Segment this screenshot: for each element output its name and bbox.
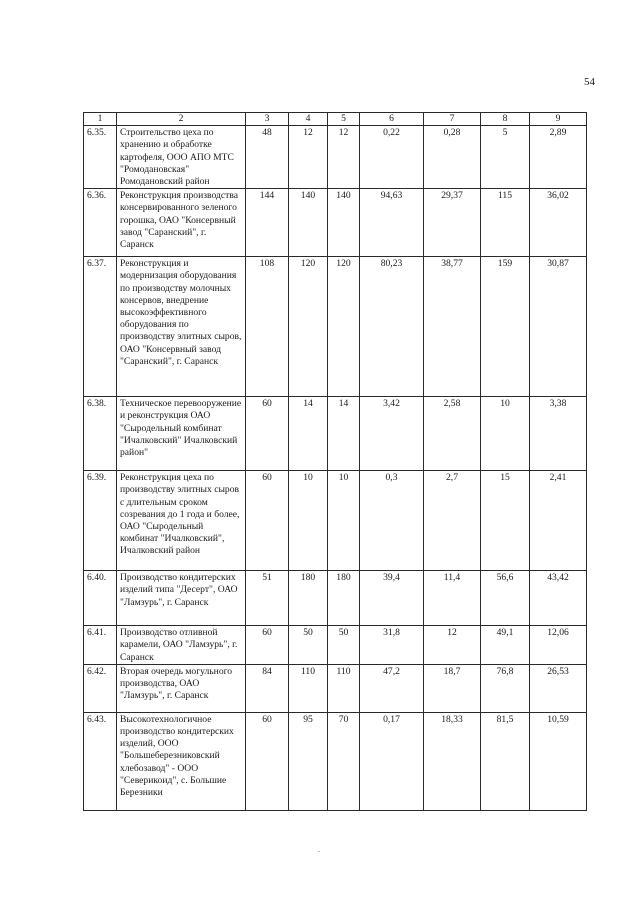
cell-col-3: 60 bbox=[246, 397, 289, 471]
cell-col-3: 108 bbox=[246, 257, 289, 397]
cell-col-8: 5 bbox=[481, 126, 530, 189]
cell-col-7: 0,28 bbox=[424, 126, 481, 189]
table-header-row bbox=[84, 113, 587, 126]
cell-col-7: 12 bbox=[424, 626, 481, 665]
cell-col-3: 60 bbox=[246, 626, 289, 665]
cell-col-9: 30,87 bbox=[530, 257, 587, 397]
cell-col-4: 14 bbox=[289, 397, 328, 471]
cell-col-7: 18,33 bbox=[424, 712, 481, 810]
cell-col-4: 110 bbox=[289, 664, 328, 712]
column-header: 8 bbox=[481, 113, 530, 126]
cell-col-4: 10 bbox=[289, 471, 328, 571]
cell-col-4: 95 bbox=[289, 712, 328, 810]
row-number: 6.41. bbox=[84, 626, 117, 665]
cell-col-7: 38,77 bbox=[424, 257, 481, 397]
cell-col-6: 39,4 bbox=[360, 571, 424, 626]
cell-col-5: 50 bbox=[328, 626, 360, 665]
cell-col-3: 60 bbox=[246, 471, 289, 571]
cell-col-8: 159 bbox=[481, 257, 530, 397]
row-number: 6.40. bbox=[84, 571, 117, 626]
cell-col-5: 140 bbox=[328, 189, 360, 257]
cell-col-5: 120 bbox=[328, 257, 360, 397]
table-row bbox=[84, 664, 587, 712]
cell-col-4: 140 bbox=[289, 189, 328, 257]
cell-col-6: 31,8 bbox=[360, 626, 424, 665]
cell-col-5: 110 bbox=[328, 664, 360, 712]
project-description: Высокотехнологичное производство кондитерских изделий, ООО "Большеберезниковский хлебозавод" - ООО "Северикоид", с. Большие Березники bbox=[117, 712, 246, 810]
cell-col-3: 60 bbox=[246, 712, 289, 810]
row-number: 6.37. bbox=[84, 257, 117, 397]
cell-col-7: 29,37 bbox=[424, 189, 481, 257]
column-header: 2 bbox=[117, 113, 246, 126]
cell-col-7: 18,7 bbox=[424, 664, 481, 712]
cell-col-5: 14 bbox=[328, 397, 360, 471]
cell-col-6: 0,3 bbox=[360, 471, 424, 571]
column-header: 5 bbox=[328, 113, 360, 126]
cell-col-9: 2,41 bbox=[530, 471, 587, 571]
row-number: 6.42. bbox=[84, 664, 117, 712]
cell-col-4: 50 bbox=[289, 626, 328, 665]
table-row bbox=[84, 571, 587, 626]
cell-col-3: 144 bbox=[246, 189, 289, 257]
cell-col-5: 70 bbox=[328, 712, 360, 810]
project-description: Производство отливной карамели, ОАО "Ламзурь", г. Саранск bbox=[117, 626, 246, 665]
cell-col-7: 11,4 bbox=[424, 571, 481, 626]
project-description: Строительство цеха по хранению и обработке картофеля, ООО АПО МТС "Ромодановская" Ромодановский район bbox=[117, 126, 246, 189]
cell-col-6: 80,23 bbox=[360, 257, 424, 397]
column-header: 7 bbox=[424, 113, 481, 126]
column-header: 3 bbox=[246, 113, 289, 126]
cell-col-6: 3,42 bbox=[360, 397, 424, 471]
column-header: 6 bbox=[360, 113, 424, 126]
cell-col-6: 47,2 bbox=[360, 664, 424, 712]
row-number: 6.39. bbox=[84, 471, 117, 571]
cell-col-5: 10 bbox=[328, 471, 360, 571]
table-row bbox=[84, 712, 587, 810]
cell-col-5: 12 bbox=[328, 126, 360, 189]
table-row bbox=[84, 626, 587, 665]
cell-col-6: 94,63 bbox=[360, 189, 424, 257]
column-header: 9 bbox=[530, 113, 587, 126]
project-description: Реконструкция производства консервированного зеленого горошка, ОАО "Консервный завод "Саранский", г. Саранск bbox=[117, 189, 246, 257]
cell-col-8: 10 bbox=[481, 397, 530, 471]
cell-col-8: 49,1 bbox=[481, 626, 530, 665]
cell-col-4: 12 bbox=[289, 126, 328, 189]
row-number: 6.43. bbox=[84, 712, 117, 810]
cell-col-7: 2,58 bbox=[424, 397, 481, 471]
cell-col-9: 3,38 bbox=[530, 397, 587, 471]
cell-col-9: 36,02 bbox=[530, 189, 587, 257]
project-description: Вторая очередь могульного производства, ОАО "Ламзурь", г. Саранск bbox=[117, 664, 246, 712]
project-description: Реконструкция цеха по производству элитных сыров с длительным сроком созревания до 1 года и более, ОАО "Сыродельный комбинат "Ичалковский", Ичалковский район bbox=[117, 471, 246, 571]
table-row bbox=[84, 257, 587, 397]
cell-col-4: 120 bbox=[289, 257, 328, 397]
cell-col-8: 76,8 bbox=[481, 664, 530, 712]
column-header: 4 bbox=[289, 113, 328, 126]
cell-col-3: 84 bbox=[246, 664, 289, 712]
table-row bbox=[84, 126, 587, 189]
cell-col-8: 115 bbox=[481, 189, 530, 257]
project-description: Техническое перевооружение и реконструкция ОАО "Сыродельный комбинат "Ичалковский" Ичалковский район" bbox=[117, 397, 246, 471]
row-number: 6.35. bbox=[84, 126, 117, 189]
cell-col-9: 26,53 bbox=[530, 664, 587, 712]
column-header: 1 bbox=[84, 113, 117, 126]
cell-col-6: 0,22 bbox=[360, 126, 424, 189]
scan-speck bbox=[318, 851, 320, 852]
cell-col-3: 48 bbox=[246, 126, 289, 189]
cell-col-9: 2,89 bbox=[530, 126, 587, 189]
cell-col-6: 0,17 bbox=[360, 712, 424, 810]
data-table bbox=[83, 112, 587, 811]
cell-col-5: 180 bbox=[328, 571, 360, 626]
row-number: 6.36. bbox=[84, 189, 117, 257]
cell-col-9: 12,06 bbox=[530, 626, 587, 665]
project-description: Производство кондитерских изделий типа "Десерт", ОАО "Ламзурь", г. Саранск bbox=[117, 571, 246, 626]
row-number: 6.38. bbox=[84, 397, 117, 471]
cell-col-7: 2,7 bbox=[424, 471, 481, 571]
cell-col-9: 43,42 bbox=[530, 571, 587, 626]
table-row bbox=[84, 471, 587, 571]
cell-col-8: 56,6 bbox=[481, 571, 530, 626]
cell-col-8: 81,5 bbox=[481, 712, 530, 810]
cell-col-8: 15 bbox=[481, 471, 530, 571]
project-description: Реконструкция и модернизация оборудования по производству молочных консервов, внедрение высокоэффективного оборудования по производству элитных сыров, ОАО "Консервный завод "Саранский", г. Саранск bbox=[117, 257, 246, 397]
table-row bbox=[84, 397, 587, 471]
cell-col-9: 10,59 bbox=[530, 712, 587, 810]
page-number: 54 bbox=[584, 76, 595, 88]
cell-col-3: 51 bbox=[246, 571, 289, 626]
cell-col-4: 180 bbox=[289, 571, 328, 626]
table-row bbox=[84, 189, 587, 257]
